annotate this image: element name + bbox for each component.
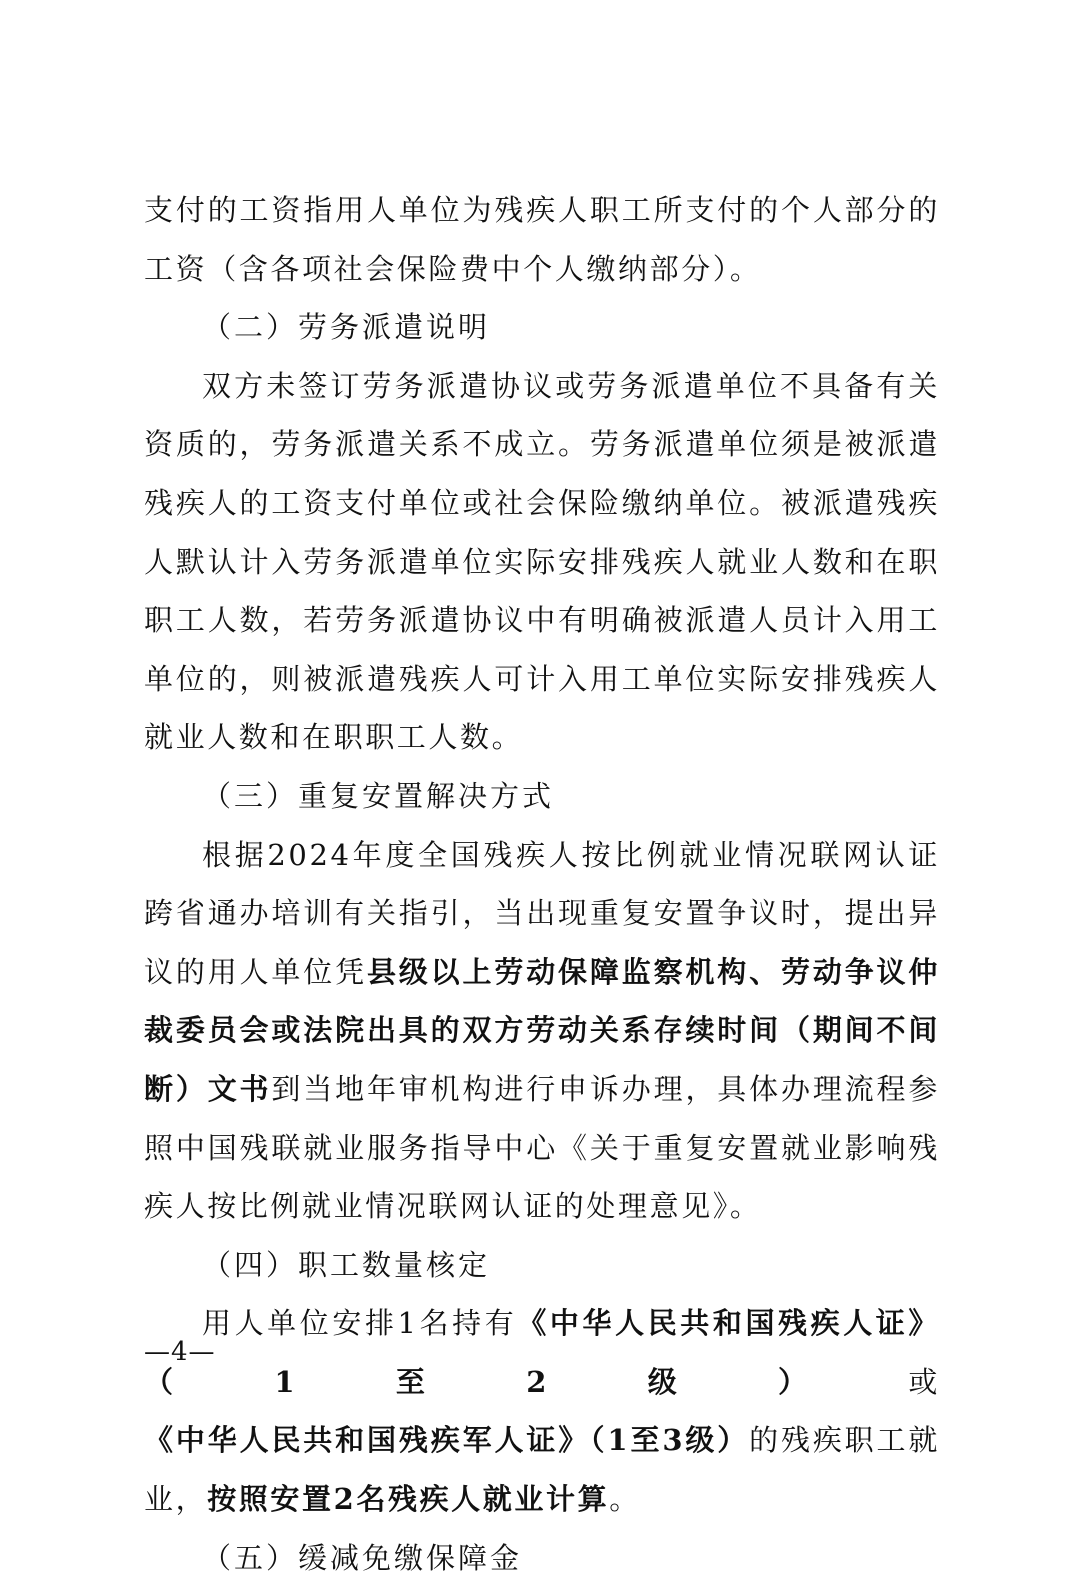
paragraph-duplicate-placement: 根据2024年度全国残疾人按比例就业情况联网认证跨省通办培训有关指引，当出现重复安置争议时，提出异议的用人单位凭县级以上劳动保障监察机构、劳动争议仲裁委员会或法院出具的双方劳动关系存续时间（期间不间断）文书到当地年审机构进行申诉办理，具体办理流程参照中国残联就业服务指导中心《关于重复安置就业影响残疾人按比例就业情况联网认证的处理意见》。: [144, 837, 940, 1224]
bold-document-requirement: 县级以上劳动保障监察机构、劳动争议仲裁委员会或法院出具的双方劳动关系存续时间（期间不间断）文书: [144, 954, 940, 1106]
heading-labor-dispatch: （二）劳务派遣说明: [202, 310, 491, 345]
body-text: [144, 181, 940, 1587]
heading-duplicate-placement: （三）重复安置解决方式: [202, 778, 555, 813]
paragraph-wage-continuation: 支付的工资指用人单位为残疾人职工所支付的个人部分的工资（含各项社会保险费中个人缴纳部分）。: [144, 193, 940, 286]
paragraph-employee-count: 用人单位安排1名持有《中华人民共和国残疾人证》（1至2级）或《中华人民共和国残疾军人证》（1至3级）的残疾职工就业，按照安置2名残疾人就业计算。: [144, 1306, 941, 1517]
page-number: —4—: [144, 1337, 216, 1367]
heading-fee-reduction: （五）缓减免缴保障金: [202, 1540, 523, 1575]
bold-disability-certificate: 《中华人民共和国残疾人证》（1至2级）: [144, 1306, 940, 1399]
bold-count-rule: 按照安置2名残疾人就业计算: [207, 1482, 610, 1517]
bold-veteran-certificate: 《中华人民共和国残疾军人证》（1至3级）: [144, 1423, 750, 1458]
heading-employee-count: （四）职工数量核定: [202, 1247, 491, 1282]
paragraph-labor-dispatch: 双方未签订劳务派遣协议或劳务派遣单位不具备有关资质的，劳务派遣关系不成立。劳务派遣单位须是被派遣残疾人的工资支付单位或社会保险缴纳单位。被派遣残疾人默认计入劳务派遣单位实际安排残疾人就业人数和在职职工人数，若劳务派遣协议中有明确被派遣人员计入用工单位的，则被派遣残疾人可计入用工单位实际安排残疾人就业人数和在职职工人数。: [144, 368, 940, 755]
